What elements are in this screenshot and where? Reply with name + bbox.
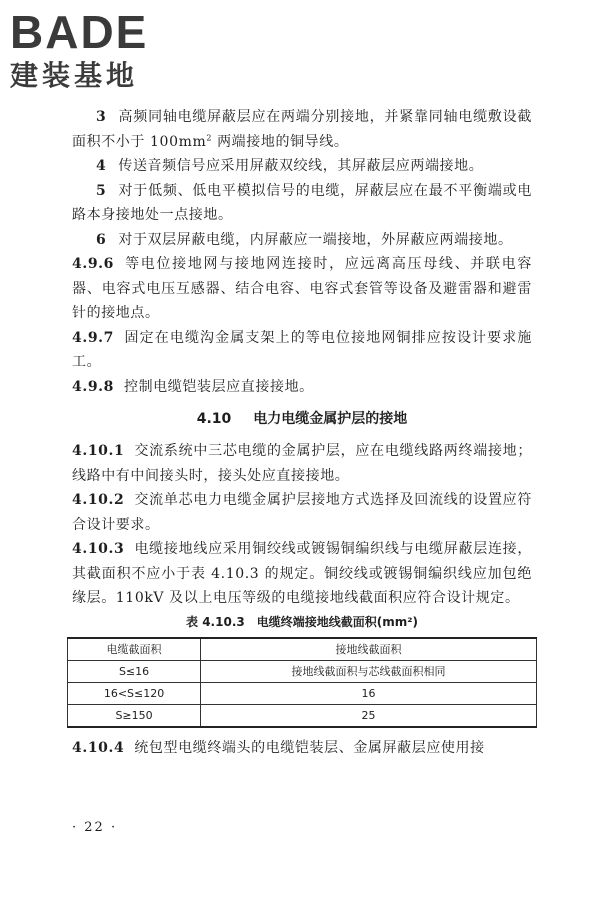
item-number: 5	[96, 182, 107, 199]
table-header-cell: 电缆截面积	[68, 638, 201, 661]
table-caption-number: 表 4.10.3	[186, 614, 245, 629]
item-text: 对于双层屏蔽电缆，内屏蔽应一端接地，外屏蔽应两端接地。	[118, 231, 513, 248]
clause	[72, 252, 532, 326]
section-number: 4.10	[196, 411, 232, 427]
item-text: 高频同轴电缆屏蔽层应在两端分别接地，并紧靠同轴电缆敷设截面积不小于 100mm	[72, 109, 532, 150]
clause-text: 交流系统中三芯电缆的金属护层，应在电缆线路两终端接地；线路中有中间接头时，接头处应直接接地。	[72, 443, 532, 484]
superscript: 2	[206, 132, 213, 142]
item-text: 对于低频、低电平模拟信号的电缆，屏蔽层应在最不平衡端或电路本身接地处一点接地。	[72, 182, 532, 223]
item-number: 3	[96, 109, 107, 125]
clause-text: 交流单芯电力电缆金属护层接地方式选择及回流线的设置应符合设计要求。	[72, 492, 532, 533]
clause-number: 4.9.8	[72, 378, 114, 395]
section-title: 电力电缆金属护层的接地	[253, 411, 408, 427]
table-cell: S≥150	[68, 704, 201, 727]
logo-wordmark: BADE	[10, 8, 149, 54]
clause	[72, 537, 532, 611]
clause-number: 4.9.7	[72, 329, 114, 346]
logo-mark-icon	[10, 8, 175, 54]
clause	[72, 488, 532, 537]
clause	[72, 375, 532, 400]
item-number: 6	[96, 231, 107, 248]
clause-number: 4.10.1	[72, 443, 125, 459]
clause-number: 4.10.2	[72, 492, 125, 508]
section-heading	[72, 407, 532, 431]
table-row	[68, 660, 537, 682]
table-row	[68, 682, 537, 704]
clause	[72, 736, 532, 761]
item-text: 传送音频信号应采用屏蔽双绞线，其屏蔽层应两端接地。	[118, 158, 484, 174]
page-number: · 22 ·	[72, 820, 118, 835]
item-text-tail: 两端接地的铜导线。	[212, 133, 349, 150]
table-header-cell: 接地线截面积	[201, 638, 537, 661]
list-item	[72, 154, 532, 179]
clause-number: 4.9.6	[72, 256, 114, 272]
publisher-logo	[10, 8, 175, 92]
table-cell: 16<S≤120	[68, 682, 201, 704]
table-caption-text: 电缆终端接地线截面积(mm²)	[256, 614, 418, 629]
table-cell: 16	[201, 682, 537, 704]
ground-wire-table	[67, 637, 537, 728]
table-cell: S≤16	[68, 660, 201, 682]
clause-text: 控制电缆铠装层应直接接地。	[123, 378, 314, 395]
table-cell: 接地线截面积与芯线截面积相同	[201, 660, 537, 682]
clause-text: 固定在电缆沟金属支架上的等电位接地网铜排应按设计要求施工。	[72, 329, 532, 370]
table-header-row	[68, 638, 537, 661]
table-caption	[72, 613, 532, 631]
list-item	[72, 105, 532, 154]
clause-text: 等电位接地网与接地网连接时，应远离高压母线、并联电容器、电容式电压互感器、结合电容、电容式套管等设备及避雷器和避雷针的接地点。	[72, 256, 532, 321]
clause-number: 4.10.4	[72, 739, 125, 756]
clause-text: 电缆接地线应采用铜绞线或镀锡铜编织线与电缆屏蔽层连接，其截面积不应小于表 4.10.3 的规定。铜绞线或镀锡铜编织线应加包绝缘层。110kV 及以上电压等级的电缆接地线截面积应符合设计规定。	[72, 541, 532, 606]
clause	[72, 326, 532, 375]
list-item	[72, 228, 532, 253]
logo-subtitle: 建装基地	[10, 59, 139, 92]
item-number: 4	[96, 158, 107, 174]
table-cell: 25	[201, 704, 537, 727]
list-item	[72, 179, 532, 228]
clause-text: 统包型电缆终端头的电缆铠装层、金属屏蔽层应使用接	[134, 739, 485, 756]
clause-number: 4.10.3	[72, 541, 125, 557]
table-row	[68, 704, 537, 727]
document-body	[72, 105, 532, 760]
clause	[72, 439, 532, 488]
